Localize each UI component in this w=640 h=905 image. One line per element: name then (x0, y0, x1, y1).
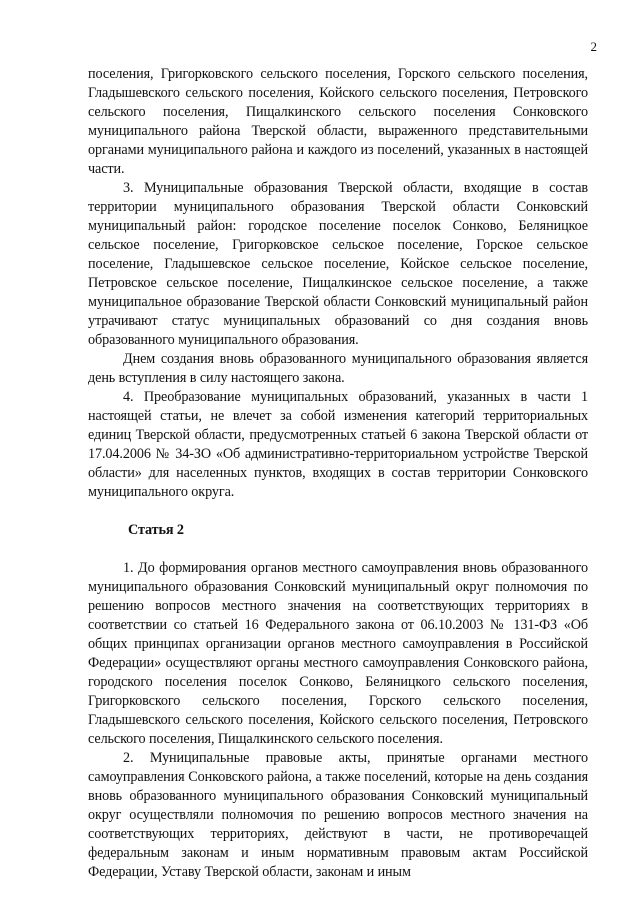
paragraph-creation-day: Днем создания вновь образованного муниципального образования является день вступления в силу настоящего закона. (88, 351, 588, 386)
paragraph-continuation: поселения, Григорковского сельского поселения, Горского сельского поселения, Гладышевского сельского поселения, Койского сельского поселения, Петровского сельского поселения, Пищалкинского сельского поселения Сонковского муниципального района Тверской области, выраженного представительными органами муниципального района и каждого из поселений, указанных в настоящей части. (88, 66, 588, 177)
document-body (88, 65, 588, 882)
article2-paragraph-1: 1. До формирования органов местного самоуправления вновь образованного муниципального образования Сонковский муниципальный округ полномочия по решению вопросов местного значения на соответствующих территориях в соответствии со статьей 16 Федерального закона от 06.10.2003 № 131-ФЗ «Об общих принципах организации органов местного самоуправления в Российской Федерации» осуществляют органы местного самоуправления Сонковского района, городского поселения поселок Сонково, Беляницкого сельского поселения, Григорковского сельского поселения, Горского сельского поселения, Гладышевского сельского поселения, Койского сельского поселения, Петровского сельского поселения, Пищалкинского сельского поселения. (88, 560, 588, 747)
article2-paragraph-2: 2. Муниципальные правовые акты, принятые органами местного самоуправления Сонковского района, а также поселений, которые на день создания вновь образованного муниципального образования Сонковский муниципальный округ осуществляли полномочия по решению вопросов местного значения на соответствующих территориях, действуют в части, не противоречащей федеральным законам и иным нормативным правовым актам Российской Федерации, Уставу Тверской области, законам и иным (88, 750, 588, 880)
article-heading: Статья 2 (128, 522, 184, 538)
page-number: 2 (590, 39, 597, 54)
paragraph-item-4: 4. Преобразование муниципальных образований, указанных в части 1 настоящей статьи, не влечет за собой изменения категорий территориальных единиц Тверской области, предусмотренных статьей 6 закона Тверской области от 17.04.2006 № 34-ЗО «Об административно-территориальном устройстве Тверской области» для населенных пунктов, входящих в состав территории Сонковского муниципального округа. (88, 389, 588, 500)
paragraph-item-3: 3. Муниципальные образования Тверской области, входящие в состав территории муниципального образования Тверской области Сонковский муниципальный район: городское поселение поселок Сонково, Беляницкое сельское поселение, Григорковское сельское поселение, Горское сельское поселение, Гладышевское сельское поселение, Койское сельское поселение, Петровское сельское поселение, Пищалкинское сельское поселение, а также муниципальное образование Тверской области Сонковский муниципальный район утрачивают статус муниципальных образований со дня создания вновь образованного муниципального образования. (88, 180, 588, 348)
